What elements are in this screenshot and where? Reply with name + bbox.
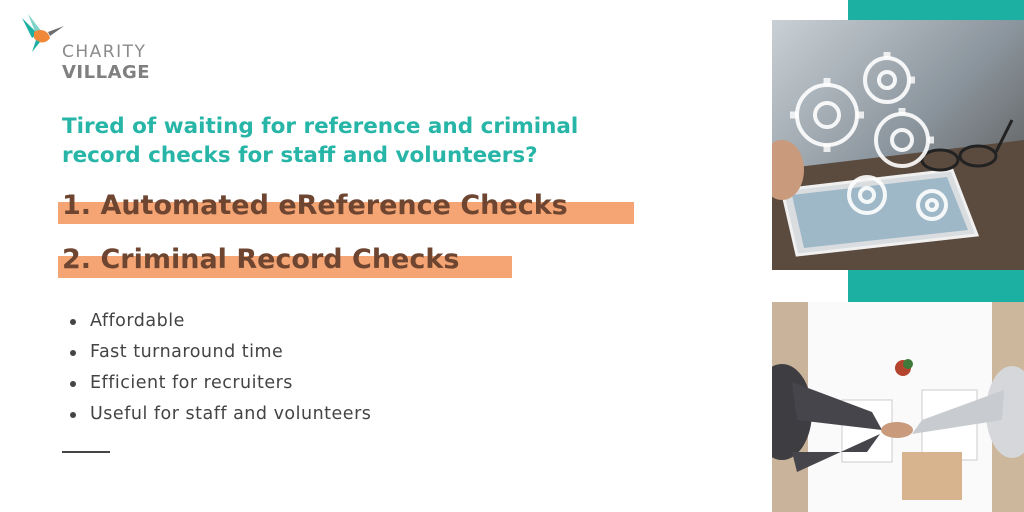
charity-village-logo[interactable]: [18, 12, 158, 84]
benefits-list: [70, 306, 371, 430]
bullet-icon: [70, 381, 76, 387]
list-item: [70, 368, 371, 399]
list-item-label: Efficient for recruiters: [90, 373, 293, 393]
divider: [62, 451, 110, 453]
bullet-icon: [70, 319, 76, 325]
list-item: [70, 337, 371, 368]
handshake-meeting-photo: [772, 302, 1024, 512]
logo-line1: CHARITY: [62, 42, 147, 62]
item-ereference-checks: [58, 188, 568, 224]
hummingbird-icon: [18, 12, 68, 62]
item-criminal-record-checks: [58, 242, 459, 278]
logo-line2: VILLAGE: [62, 62, 151, 83]
bullet-icon: [70, 412, 76, 418]
list-item-label: Useful for staff and volunteers: [90, 404, 372, 424]
list-item: [70, 399, 371, 430]
list-item-label: Fast turnaround time: [90, 342, 284, 362]
teal-accent-bar-top: [848, 0, 1024, 20]
headline: Tired of waiting for reference and criminal record checks for staff and volunteers?: [62, 114, 579, 168]
list-item-label: Affordable: [90, 311, 185, 331]
list-item: [70, 306, 371, 337]
teal-accent-bar-middle: [848, 270, 1024, 302]
item-label: 1. Automated eReference Checks: [62, 190, 568, 221]
bullet-icon: [70, 350, 76, 356]
gears-over-tablet-photo: [772, 20, 1024, 270]
item-label: 2. Criminal Record Checks: [62, 244, 460, 275]
